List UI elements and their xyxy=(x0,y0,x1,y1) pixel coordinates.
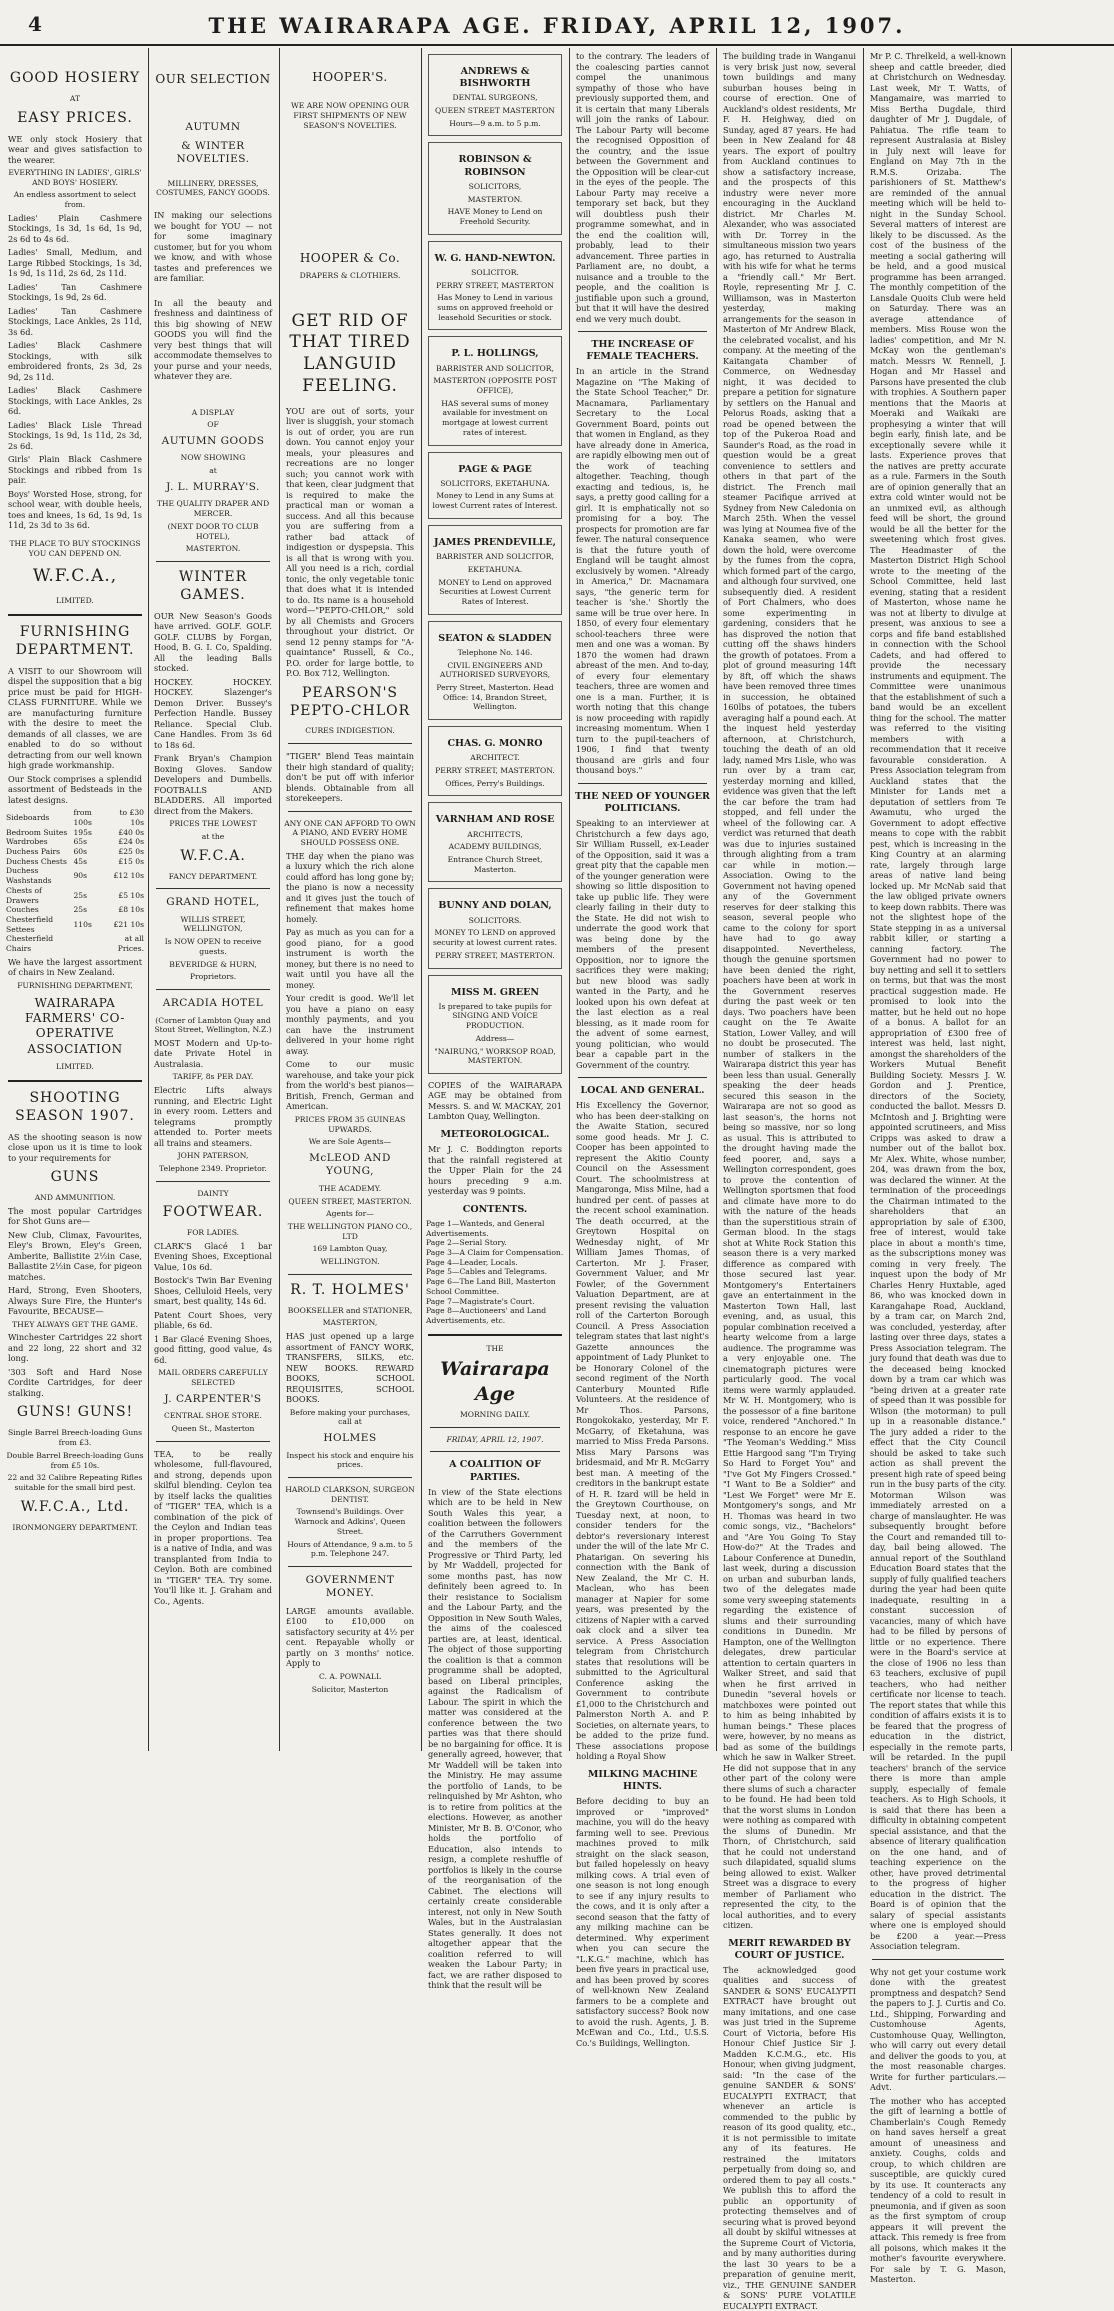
table-row xyxy=(6,934,144,953)
hosiery-prices: EASY PRICES. xyxy=(17,109,133,126)
boxing-body: Frank Bryan's Champion Boxing Gloves. Sandow Developers and Dumbells. FOOTBALLS AND BLADDERS. All imported direct from the Makers. xyxy=(154,753,272,816)
professional-ad xyxy=(428,241,562,331)
ad-line: BARRISTER AND SOLICITOR, xyxy=(436,363,554,373)
queen-street: QUEEN STREET, MASTERTON. xyxy=(288,1196,412,1206)
list-item: Page 2—Serial Story. xyxy=(426,1238,507,1248)
before-purchase: Before making your purchases, call at xyxy=(289,1407,411,1427)
table-cell: Chests of Drawers xyxy=(6,885,42,905)
table-cell: 65s xyxy=(73,837,88,847)
table-row xyxy=(6,905,144,915)
guns-guns-heading: GUNS! GUNS! xyxy=(16,1404,134,1421)
hoopers-opening: WE ARE NOW OPENING OUR FIRST SHIPMENTS OF NEW SEASON'S NOVELTIES. xyxy=(291,101,409,130)
leader-heading: A COALITION OF PARTIES. xyxy=(449,1459,541,1483)
table-cell: £8 10s xyxy=(118,905,144,915)
table-cell: 195s xyxy=(73,827,92,837)
wfca-full-limited: LIMITED. xyxy=(56,1062,94,1072)
leader-continued: to the contrary. The leaders of the coalescing parties cannot compel the unanimous sympathy of those who have previously supported them, and it is certain that many Liberals will join the ranks of Labour. The Labour Party will become the recognised Opposition of the country, and the issue between the Government and the Opposition will be clear-cut in the eyes of the people. The Labour Party may receive a temporary set back, but they will doubtless push their programme somewhat, and in the end the coalition will, probably, lead to their advancement. Three parties in Parliament are, no doubt, a nuisance and a trouble to the people, and the coalition is justifiable upon such a ground, but that it will have the desired end we very much doubt. xyxy=(576,51,709,324)
footwear: FOOTWEAR. xyxy=(162,1204,264,1221)
shoes-item: Bostock's Twin Bar Evening Shoes, Celluloid Heels, very smart, best quality, 14s 6d. xyxy=(154,1275,272,1307)
ad-line: EKETAHUNA. xyxy=(467,564,523,574)
ad-line: PERRY STREET, MASTERTON. xyxy=(435,950,555,960)
table-cell: Duchess Pairs xyxy=(6,847,61,856)
shoes-item: CLARK'S Glacé 1 bar Evening Shoes, Exceptional Value, 10s 6d. xyxy=(154,1240,272,1272)
ad-name: PAGE & PAGE xyxy=(458,463,532,475)
table-cell: Duchess Washstands xyxy=(6,866,52,886)
for-ladies: FOR LADIES. xyxy=(186,1228,240,1238)
meteorological-body: Mr J. C. Boddington reports that the rainfall registered at the Upper Plain for the 24 hours preceding 9 a.m. yesterday was 9 points. xyxy=(428,1144,562,1197)
teachers-body: In an article in the Strand Magazine on "The Making of the State School Teacher," Dr. Macnamara, Parliamentary Secretary to the Local Government Board, points out that women in England, as they have already done in America, are rapidly elbowing men out of the work of teaching altogether. Teaching, though exacting and tedious, is, he says, a pretty good calling for a girl. It is emphatically not so promising for a boy. The prospects for promotion are far fewer. The natural consequence is that the future youth of England will be taught almost exclusively by women. "Already in America," Dr. Macnamara says, "the generic term for teacher is 'she.' Shortly the same will be true over here. In 1850, of every four elementary school-teachers three were men and one was a woman. By 1870 the women had drawn abreast of the men. And to-day, of every four elementary teachers, three are women and one is a man. Further, it is worth noting that this change is now proceeding with rapidly increasing momentum. When I turn to the pupil-teachers of 1906, I find that twenty thousand are girls and four thousand boys." xyxy=(576,366,709,776)
hosiery-item: Ladies' Plain Cashmere Stockings, 1s 3d, 1s 6d, 1s 9d, 2s 6d to 4s 6d. xyxy=(8,212,142,244)
ad-line: BARRISTER AND SOLICITOR, xyxy=(436,552,554,562)
holmes-masterton: MASTERTON, xyxy=(322,1318,378,1328)
at-line: at xyxy=(209,466,217,476)
furnishing-body: A VISIT to our Showroom will dispel the supposition that a big price must be paid for HIGH-CLASS FURNITURE. While we are manufacturing furniture with the desire to meet the demands of all classes, we are enabled to do so without detracting from our well known high grade workmanship. xyxy=(8,665,142,771)
ad-name: MISS M. GREEN xyxy=(450,986,540,998)
ad-line: SOLICITORS, EKETAHUNA. xyxy=(440,478,550,488)
ad-line: ARCHITECT. xyxy=(470,753,520,763)
hoopers-heading: HOOPER'S. xyxy=(312,70,388,84)
ad-line: PERRY STREET, MASTERTON. xyxy=(435,766,555,775)
milking-body: Before deciding to buy an improved or "improved" machine, you will do the heavy farming well to see. Previous machines proved to milk straight on the slack season, but failed hopelessly on heavy milking cows. A trial even of one season is not long enough to see if any injury results to the cows, and it is only after a second season that the fatty of any milking machine can be determined. Why experiment when you can secure the "L.K.G." machine, which has been five years in practical use, and has been proved by scores of well-known New Zealand farmers to be a complete and satisfactory success? Book now to avoid the rush. Agents, J. B. McEwan and Co., Ltd., U.S.S. Co.'s Buildings, Wellington. xyxy=(576,1796,709,2048)
inspect-stock: Inspect his stock and enquire his prices. xyxy=(286,1450,414,1470)
carpenter: J. CARPENTER'S xyxy=(164,1392,262,1405)
list-item: Page 6—The Land Bill, Masterton School Committee. xyxy=(426,1277,556,1296)
fancy-dept: FANCY DEPARTMENT. xyxy=(168,871,258,881)
ad-line: Address— xyxy=(475,1033,515,1043)
piano-pay: Pay as much as you can for a good piano, for a good instrument is worth the money, but there is no need to wait until you have all the money. xyxy=(286,927,414,990)
merit-body: The acknowledged good qualities and success of SANDER & SONS' EUCALYPTI EXTRACT have brought out many imitations, and one case was just tried in the Supreme Court of Victoria, before His Honour Chief Justice Sir J. Madden K.C.M.G., etc. His Honour, when giving judgment, said: "In the case of the genuine SANDER & SONS' EUCALYPTI EXTRACT, that whenever an article is commended to the public by reason of its good quality, etc., it is not permissible to imitate any of its features. He restrained the imitators perpetually from doing so, and ordered them to pay all costs." We publish this to afford the public an opportunity of protecting themselves and of securing what is proved beyond all doubt by skilful witnesses at the Supreme Court of Victoria, and by many authorities during the last 30 years to be a preparation of genuine merit, viz., THE GENUINE SANDER & SONS' PURE VOLATILE EUCALYPTI EXTRACT. xyxy=(723,1964,856,2311)
local-continued: The building trade in Wanganui is very brisk just now, several town buildings and many suburban houses being in course of erection. One of Auckland's oldest residents, Mr F. H. Heighway, died on Sunday, aged 87 years. He had been in New Zealand for 48 years. The export of poultry from Auckland continues to show a satisfactory increase, and the prospects of this industry were never more encouraging in the Auckland district. Mr Charles M. Alexander, who was associated with Dr. Torrey in the simultaneous mission two years ago, has returned to Australia with his wife for what he terms a "friendly call." Mr Bert. Royle, representing Mr J. C. Williamson, was in Masterton yesterday, making arrangements for the season in Masterton of Mr Andrew Black, the celebrated vocalist, and his company. At the meeting of the Kaitangata Chamber of Commerce, on Wednesday night, it was decided to prepare a petition for signature by settlers on the Hanual and Pelorus Roads, asking that a road be opened between the top of the Pukeroa Road and Saunder's Road, as the road in question would be a great convenience to settlers and others in that part of the district. The French mail steamer Pacifique arrived at Sydney from New Caledonia on March 25th. When the vessel was lying at Noumea five of the Kanaka seamen, who were down the hold, were overcome by the fumes from the copra, which formed part of the cargo, and although four survived, one subsequently died. A resident of Port Chalmers, who does some experimenting in gardening, considers that he has disproved the notion that cutting off the shaws hinders the growth of potatoes. From a plot of ground measuring 14ft by 8ft, off which the shaws have been removed three times in succession, he obtained 160lbs of potatoes, the tubers averaging half a pound each. At the inquest held yesterday afternoon, at Christchurch, touching the death of an old lady, named Mrs Lisle, who was run over by a tram car, yesterday morning and killed, evidence was given that the left the car before the tram had stopped, and fell under the wheel of the following car. A verdict was returned that death was due to injuries sustained through alighting from a tram car while in motion.—Association. Owing to the Government not having opened any of the Government reserves for deer stalking this season, several people who came to the colony for sport have had to go away disappointed. Nevertheless, though the genuine sportsmen have been denied the right, poachers have been at work in the Government reserves during the past week or ten days. Two poachers have been caught on the Te Awaite Station, Lower Valley, and will no doubt be prosecuted. The number of stalkers in the Wairarapa district this year has been less than usual. Generally speaking the deer heads secured this season in the Wairarapa are not so good as last season's, the horns not being so massive, nor so long as usual. This is attributed to the drought having made the feed poorer, and, says a Wellington correspondent, goes to prove the contention of Wellington sportsmen that food and climate have more to do with the nature of the heads than the superstitious strain of German blood. In the stags shot at White Rock Station this season there is a very marked difference as compared with those secured last year. Montgomery's Entertainers gave an entertainment in the Masterton Town Hall, last evening, and, as usual, this popular combination received a hearty welcome from a large audience. The programme was a very enjoyable one. The cinematograph pictures were particularly good. The vocal items were warmly applauded. Mr W. H. Montgomery, who is the possessor of a fine baritone voice, rendered "Anchored." In response to an encore he gave "The Yeoman's Wedding." Miss Ettie Hargood sang "I'm Trying So Hard to Forget You" and "I've Got My Fingers Crossed." "I Want to Be a Soldier" and "Lest We Forget" were Mr E. Montgomery's songs, and Mr H. Thomas was heard in two comic songs, viz., "Bachelors" and "Are You Going To Stay How-do?" At the Trades and Labour Conference at Dunedin, last week, during a discussion on urban and suburban lands, two of the delegates made some very sweeping statements regarding the existence of slums and their surrounding conditions in Dunedin. Mr Hampton, one of the Wellington delegates, drew particular attention to certain quarters in Walker Street, and said that when he first arrived in Dunedin "several hovels or matchboxes were pointed out to him as being inhabited by human beings." These places were, however, by no means as bad as some of the buildings which he saw in Walker Street. He did not suppose that in any other part of the colony were there slums of such a character to be found. He had been told that the worst slums in London were nothing as compared with the slums of Dunedin. Mr Thorn, of Christchurch, said that he could not understand such dilapidated, squalid slums being allowed to exist. Walker Street was a disgrace to every member of Parliament who represented the city, to the local authorities, and to every citizen. xyxy=(723,51,856,1930)
table-cell: Sideboards xyxy=(6,812,50,822)
tired-body: YOU are out of sorts, your liver is sluggish, your stomach is out of order, you are run down. You cannot enjoy your meals, your pleasures and recreations are no longer such; you cannot work with that keen, clear judgment that is required to make the practical man or woman a success. And all this because you are suffering from a rather bad attack of indigestion or dyspepsia. This is all that is wrong with you. All you need is a rich, cordial tonic, the only vegetable tonic that does what it is intended to do. Its name is a household word—"PEPTO-CHLOR," sold by all Chemists and Grocers throughout your district. Or send 12 penny stamps for "A-quaintance" Russell, & Co., P.O. order for large bottle, to P.O. Box 712, Wellington. xyxy=(286,405,414,679)
winter-novelties: & WINTER NOVELTIES. xyxy=(176,139,250,166)
arcadia-body: MOST Modern and Up-to-date Private Hotel in Australasia. xyxy=(154,1037,272,1069)
fabrics-list: MILLINERY, DRESSES, COSTUMES, FANCY GOODS. xyxy=(156,178,270,198)
shooting-title: SHOOTING SEASON 1907. xyxy=(15,1089,135,1124)
ad-line: ARCHITECTS, xyxy=(467,829,523,839)
meteorological-heading: METEOROLOGICAL. xyxy=(440,1128,550,1140)
divider xyxy=(156,989,270,990)
ad-line: Perry Street, Masterton. Head Office: 14, Brandon Street, Wellington. xyxy=(436,682,554,712)
next-door: (NEXT DOOR TO CLUB HOTEL), xyxy=(167,521,259,541)
table-cell: £5 10s xyxy=(118,890,144,900)
table-cell: £12 10s xyxy=(113,871,144,881)
drapers: DRAPERS & CLOTHIERS. xyxy=(299,270,401,280)
leader-body: In view of the State elections which are to be held in New South Wales this year, a coalition between the followers of the Carruthers Government and the members of the Progressive or Third Party, led by Mr Waddell, projected for some months past, has now definitely been agreed to. In their resistance to Socialism and the Labour Party, and the Opposition in New South Wales, the aims of the coalesced parties are, at least, identical. The object of those supporting the coalition is that a common programme shall be adopted, based on Liberal principles, against the Radicalism of Labour. The spirit in which the matter was considered at the conference between the two parties was that there should be no bargaining for office. It is generally agreed, however, that Mr Waddell will be taken into the Ministry. He may assume the portfolio of Lands, to be relinquished by Mr Ashton, who is to retire from politics at the elections. However, as another Minister, Mr B. B. O'Conor, who holds the portfolio of Education, also intends to resign, a complete reshuffle of portfolios is likely in the course of the reorganisation of the Cabinet. The elections will certainly create considerable interest, not only in New South Wales, but in the Australasian States generally. It does not altogether appear that the coalition referred to will weaken the Labour Party; in fact, we are rather disposed to think that the result will be xyxy=(428,1486,562,1991)
ammo-heading: AND AMMUNITION. xyxy=(34,1193,116,1202)
costume-tip: Why not get your costume work done with the greatest promptness and despatch? Send the papers to J. J. Curtis and Co. Ltd., Shipping, Forwarding and Customhouse Agents, Customhouse Quay, Wellington, who will carry out every detail and deliver the goods to you, at the most reasonable charges. Write for further particulars.—Advt. xyxy=(870,1966,1006,2092)
ad-name: W. G. HAND-NEWTON. xyxy=(434,252,556,264)
merit-heading: MERIT REWARDED BY COURT OF JUSTICE. xyxy=(728,1937,851,1961)
hosiery-item: Ladies' Tan Cashmere Stockings, Lace Ankles, 2s 11d, 3s 6d. xyxy=(8,305,142,337)
table-cell: from 100s xyxy=(73,808,92,827)
table-cell: 60s xyxy=(73,847,88,856)
table-cell: £21 10s xyxy=(113,919,144,929)
list-item: Page 5—Cables and Telegrams. xyxy=(426,1267,548,1277)
table-cell: 90s xyxy=(73,871,88,881)
divider xyxy=(430,1427,560,1428)
younger-body: Speaking to an interviewer at Christchurch a few days ago, Sir William Russell, ex-Leader of the Opposition, said it was a great pity that the capable men of the younger generation were showing so little disposition to take up public life. They were clearly failing in their duty to the State. He did not wish to underrate the good work that was being done by the members of the present Opposition, nor to ignore the sacrifices they were making; but new blood was sadly wanted in the Party, and he looked upon his own defeat at the last election as a real blessing, as it made room for the advent of some earnest, young politician, who would bear a capable part in the Government of the country. xyxy=(576,818,709,1070)
ad-line: SOLICITORS, xyxy=(468,181,522,191)
list-item: Page 4—Leader, Locals. xyxy=(426,1257,518,1267)
townsend: Townsend's Buildings. Over Warnock and Adkins', Queen Street. xyxy=(294,1507,406,1536)
ad-line: Is prepared to take pupils for SINGING AND VOICE PRODUCTION. xyxy=(438,1001,552,1031)
ad-name: ROBINSON & ROBINSON xyxy=(458,154,532,178)
contents-heading: CONTENTS. xyxy=(462,1203,528,1215)
hosiery-item: Ladies' Small, Medium, and Large Ribbed Stockings, 1s 3d, 1s 9d, 1s 11d, 2s 6d, 2s 11d. xyxy=(8,247,142,279)
paper-title: Wairarapa Age xyxy=(440,1358,550,1405)
ad-line: HAS several sums of money available for investment on mortgage at lowest current rates of interest. xyxy=(441,398,549,437)
wfca-name: W.F.C.A., xyxy=(32,566,118,587)
ad-line: Money to Lend in any Sums at lowest Current rates of Interest. xyxy=(432,491,558,511)
wfca-fancy: W.F.C.A. xyxy=(180,847,246,864)
table-row xyxy=(6,808,144,827)
column-6 xyxy=(721,48,858,2311)
solicitor-masterton: Solicitor, Masterton xyxy=(311,1684,389,1694)
milking-heading: MILKING MACHINE HINTS. xyxy=(587,1768,698,1792)
shooting-body: AS the shooting season is now close upon us it is time to look to your requirements for xyxy=(8,1131,142,1163)
cures: CURES INDIGESTION. xyxy=(305,726,395,736)
column-5 xyxy=(574,48,711,2048)
list-item: Page 3—A Claim for Compensation. xyxy=(426,1247,564,1257)
column-1 xyxy=(6,48,144,1751)
winter-games: WINTER GAMES. xyxy=(178,568,248,603)
local-body: His Excellency the Governor, who has been deer-stalking on the Awaite Station, secured some good heads. Mr J. C. Cooper has been appointed to represent the Akitio County Council on the Assessment Court. The schoolmistress at Mangaronga, Miss Milne, had a hundred per cent. of passes at the recent school examination. The death occurred, at the Greytown Hospital on Wednesday night, of Mr William James Thomas, of Carterton. Mr J. Fraser, Government Valuer, and Mr Fowler, of the Government Valuation Department, are at present revising the valuation roll of the Carterton Borough Council. A Press Association telegram states that last night's Gazette announces the appointment of Lady Plunket to be Honorary Colonel of the second regiment of the North Canterbury Mounted Rifle Volunteers. At the residence of Mr Thos. Parsons, Rongokokako, yesterday, Mr F. McGarry, of Eketahuna, was married to Miss Freda Parsons. Miss Mary Parsons was bridesmaid, and Mr R. McGarry best man. A meeting of the creditors in the bankrupt estate of H. R. Izard will be held in the Greytown Courthouse, on Tuesday next, at noon, to consider tenders for the debtor's reversionary interest under the will of the late Mr C. Phatarigan. On severing his connection with the Bank of New Zealand, the Mr C. H. Maclean, who has been manager at Napier for some years, was presented by the citizens of Napier with a carved oak clock and a silver tea service. A Press Association telegram from Christchurch states that resolutions will be submitted to the Agricultural Conference asking the Government to contribute £1,000 to the Christchurch and Palmerston North A. and P. Societies, on alternate years, to be added to the prize fund. These associations propose holding a Royal Show xyxy=(576,1100,709,1762)
grand-hotel: GRAND HOTEL, xyxy=(166,896,260,909)
teachers-heading: THE INCREASE OF FEMALE TEACHERS. xyxy=(586,339,699,363)
divider xyxy=(288,811,412,812)
furnishing-title: FURNISHING DEPARTMENT. xyxy=(15,623,135,658)
ad-name: CHAS. G. MONRO xyxy=(447,738,543,750)
table-cell: Chesterfield Settees xyxy=(6,915,54,934)
table-row xyxy=(6,847,144,857)
hosiery-intro: WE only stock Hosiery that wear and gives satisfaction to the wearer. xyxy=(8,133,142,165)
hosiery-item: Ladies' Black Lisle Thread Stockings, 1s 9d, 1s 11d, 2s 3d, 2s 6d. xyxy=(8,419,142,451)
ad-line: HAVE Money to Lend on Freehold Security. xyxy=(447,207,543,226)
divider xyxy=(578,783,707,784)
ad-name: JAMES PRENDEVILLE, xyxy=(434,536,556,548)
table-cell: Duchess Chests xyxy=(6,856,67,866)
hosiery-item: Ladies' Black Cashmere Stockings, with silk embroidered fronts, 2s 3d, 2s 9d, 2s 11d. xyxy=(8,340,142,382)
ad-line: SOLICITOR. xyxy=(471,267,519,277)
divider xyxy=(872,1959,1004,1960)
holmes-heading: R. T. HOLMES' xyxy=(290,1281,410,1298)
masthead xyxy=(0,0,1114,46)
murray-name: J. L. MURRAY'S. xyxy=(166,480,260,493)
ad-line: "NAIRUNG," WORKSOP ROAD, MASTERTON. xyxy=(434,1046,556,1066)
professional-ad xyxy=(428,54,562,136)
column-4 xyxy=(426,48,564,1991)
copies-notice: COPIES of the WAIRARAPA AGE may be obtained from Messrs. S. and W. MACKAY, 201 Lambton Quay, Wellington. xyxy=(428,1079,562,1122)
ironmongery: IRONMONGERY DEPARTMENT. xyxy=(12,1522,138,1532)
column-rule xyxy=(279,48,280,1751)
ad-name: ANDREWS & BISHWORTH xyxy=(459,66,531,90)
holmes-body: HAS just opened up a large assortment of FANCY WORK, TRANSFERS, SILKS, etc. NEW BOOKS. REWARD BOOKS, SCHOOL REQUISITES, SCHOOL BOOKS. xyxy=(286,1331,414,1405)
table-row xyxy=(6,866,144,885)
divider xyxy=(578,331,707,332)
professional-ad xyxy=(428,452,562,519)
government-money: GOVERNMENT MONEY. xyxy=(305,1574,395,1600)
loans-body: LARGE amounts available. £100 to £10,000 on satisfactory security at 4½ per cent. Repayable wholly or partly on 3 months' notice. Apply to xyxy=(286,1605,414,1669)
furnishing-dept: FURNISHING DEPARTMENT, xyxy=(17,980,133,990)
professional-ad xyxy=(428,888,562,968)
bookseller: BOOKSELLER and STATIONER, xyxy=(287,1305,413,1315)
professional-ad xyxy=(428,142,562,234)
list-item: Page 7—Magistrate's Court. xyxy=(426,1296,535,1306)
shoes-item: 1 Bar Glacé Evening Shoes, good fitting, good value, 4s 6d. xyxy=(154,1333,272,1365)
our-selection: OUR SELECTION xyxy=(155,72,271,86)
hosiery-title: GOOD HOSIERY xyxy=(9,70,141,86)
tiger-ad: "TIGER" Blend Teas maintain their high standard of quality; don't be put off with inferior blends. Obtainable from all storekeepers. xyxy=(286,751,414,804)
grand-location: WILLIS STREET, WELLINGTON, xyxy=(180,914,246,934)
column-3 xyxy=(284,48,416,1751)
holmes-name: HOLMES xyxy=(323,1432,377,1445)
professional-ad xyxy=(428,525,562,615)
divider xyxy=(288,1566,412,1567)
hockey-body: HOCKEY. HOCKEY. HOCKEY. Slazenger's Demon Driver. Bussey's Perfection Handle. Bussey Reliance. Special Club. Cane Handles. From 3s 6d to 18s 6d. xyxy=(154,676,272,750)
lambton-quay: 169 Lambton Quay, xyxy=(312,1244,388,1254)
rifles-line: 22 and 32 Calibre Repeating Rifles suitable for the small bird pest. xyxy=(7,1473,143,1492)
ad-line: Has Money to Lend in various sums on approved freehold or leasehold Securities or stock. xyxy=(437,293,553,322)
list-item: Page 8—Auctioneers' and Land Advertisements, etc. xyxy=(426,1306,547,1325)
wfca-ltd: W.F.C.A., Ltd. xyxy=(20,1498,130,1515)
hooper-co: HOOPER & Co. xyxy=(299,250,401,265)
stock-line: Our Stock comprises a splendid assortment of Bedsteads in the latest designs. xyxy=(8,773,142,805)
beauty-text: In all the beauty and freshness and daintiness of this big showing of NEW GOODS you will find the very best things that will accommodate themselves to your purse and your needs, whatever they are. xyxy=(154,297,272,382)
table-cell: Bedroom Suites xyxy=(6,827,68,837)
ad-name: VARNHAM AND ROSE xyxy=(435,814,555,826)
table-cell: £15 0s xyxy=(118,856,144,866)
table-cell: Wardrobes xyxy=(6,837,48,847)
divider xyxy=(430,1451,560,1452)
divider xyxy=(288,1274,412,1275)
pearsons-heading: PEARSON'S PEPTO-CHLOR xyxy=(289,684,411,719)
clarkson: HAROLD CLARKSON, SURGEON DENTIST. xyxy=(285,1485,415,1504)
hosiery-at: AT xyxy=(69,93,81,103)
hosiery-item: Ladies' Tan Cashmere Stockings, 1s 9d, 2s 6d. xyxy=(8,281,142,303)
agents-for: Agents for— xyxy=(326,1209,374,1219)
piano-co: THE WELLINGTON PIANO CO., LTD xyxy=(287,1221,413,1241)
winchester-line: Winchester Cartridges 22 short and 22 long, 22 short and 32 long. xyxy=(8,1332,142,1364)
ad-line: Telephone No. 146. xyxy=(457,647,533,657)
prices-lowest: PRICES THE LOWEST xyxy=(169,819,257,829)
page-number: 4 xyxy=(28,12,42,36)
column-rule xyxy=(716,48,717,1751)
ad-line: MONEY TO LEND on approved security at lowest current rates. xyxy=(433,928,557,948)
ad-line: ACADEMY BUILDINGS, xyxy=(448,842,542,852)
wellington: WELLINGTON. xyxy=(320,1257,380,1267)
stockings-line: THE PLACE TO BUY STOCKINGS YOU CAN DEPEND ON. xyxy=(9,538,141,558)
column-rule xyxy=(421,48,422,1751)
ad-line: Offices, Perry's Buildings. xyxy=(445,778,545,788)
divider xyxy=(8,614,142,616)
professional-ad xyxy=(428,336,562,445)
divider xyxy=(156,1181,270,1182)
shoes-item: Patent Court Shoes, very pliable, 6s 6d. xyxy=(154,1309,272,1331)
piano-body: THE day when the piano was a luxury which the rich alone could afford has long gone by; the piano is now a necessity and it gives just the touch of refinement that makes home homely. xyxy=(286,850,414,924)
table-cell: £25 0s xyxy=(118,847,144,856)
ad-line: DENTAL SURGEONS, xyxy=(452,93,538,103)
table-cell: to £30 10s xyxy=(119,808,144,827)
tariff: TARIFF, 8s PER DAY. xyxy=(172,1072,254,1082)
list-item: Page 1—Wanteds, and General Advertisements. xyxy=(426,1218,545,1238)
tea-ad: TEA, to be really wholesome, full-flavoured, and strong, depends upon skilful blending. Ceylon tea by itself lacks the qualities of "TIGER" TEA, which is a combination of the pick of the Ceylon and Indian teas in proper proportions. Tea is a native of India, and was transplanted from India to Ceylon. Both are combined in "TIGER" TEA. Try some. You'll like it. J. Graham and Co., Agents. xyxy=(154,1448,272,1606)
contents-list xyxy=(426,1219,564,1326)
dentist-hours: Hours of Attendance, 9 a.m. to 5 p.m. Telephone 247. xyxy=(287,1539,413,1559)
mother-ad: The mother who has accepted the gift of learning a bottle of Chamberlain's Cough Remedy on hand saves herself a great amount of uneasiness and anxiety. Coughs, colds and croup, to which children are susceptible, are quickly cured by its use. It counteracts any tendency of a cold to result in pneumonia, and if given as soon as the first symptom of croup appears it will prevent the attack. This remedy is free from all poisons, which makes it the mother's favourite everywhere. For sale by T. G. Mason, Masterton. xyxy=(870,2095,1006,2284)
soft-line: '303 Soft and Hard Nose Cordite Cartridges, for deer stalking. xyxy=(8,1366,142,1398)
divider xyxy=(428,1334,562,1336)
guns-heading: GUNS xyxy=(50,1169,100,1186)
local-heading: LOCAL AND GENERAL. xyxy=(580,1085,705,1097)
table-cell: 45s xyxy=(73,856,88,866)
local-continued: Mr P. C. Threlkeld, a well-known sheep and cattle breeder, died at Christchurch on Wednesday. Last week, Mr T. Watts, of Mangamaire, was married to Miss Bertha Dugdale, third daughter of Mr J. Dugdale, of Pahiatua. The rifle team to represent Australasia at Bisley in July next will leave for England on May 7th in the R.M.S. Orizaba. The parishioners of St. Matthew's are reminded of the annual meeting which will be held to-night in the Sunday School. Several matters of interest are likely to be discussed. As the cost of the business of the meeting a social gathering will be held, and a good musical programme has been arranged. The monthly competition of the Lansdale Quoits Club were held on Saturday. There was an average attendance of members. Miss Rouse won the ladies' competition, and Mr N. McKay won the gentleman's match. Messrs W. Rennell, J. Hogan and Mr Hassel and Parsons have presented the club with trophies. A Southern paper mentions that the Maoris at Moeraki and Waikaki are prophesying a winter that will begin early, finish late, and be exceptionally severe while it lasts. Experience proves that the natives are pretty accurate as a rule. Farmers in the South are of opinion generally that an extra cold winter would not be an unmixed evil, as although feed will be short, the ground would be all the better for the sweetening which frost gives. The Headmaster of the Masterton District High School wrote to the meeting of the School Committee, held last evening, stating that a resident of Masterton, whose name he was not at liberty to divulge at present, was anxious to see a corps and fife band established in connection with the School Cadets, and had offered to provide the necessary instruments and equipment. The Committee were unanimous that the establishment of such a band would be an excellent thing for the school. The matter was referred to the visiting members with a recommendation that it receive favourable consideration. A Press Association telegram from Auckland states that the Minister for Lands met a deputation of settlers from Te Awamutu, who urged the Government to adopt effective means to cope with the rabbit pest, which is increasing in the King Country at an alarming rate, largely through large areas of native land being locked up. Mr McNab said that the law obliged private owners to keep down rabbits. There was not the slightest hope of the State stepping in as a universal rabbit killer, or starting a canning factory. The Government had no power to buy netting and sell it to settlers on terms, but that was the most practical suggestion made. He promised to look into the matter, but he held out no hope of a bonus. A ballot for an appropriation of £300 free of interest was held, last night, amongst the shareholders of the Workers Mutual Benefit Building Society. Messrs J. W. Gordon and J. Prentice, directors of the Society, conducted the ballot. Messrs D. McIntosh and J. Brighting were appointed scrutineers, and Miss Cripps was asked to draw a number out of the ballot box. Mr Alex. White, whose number, 204, was drawn from the box, was declared the winner. At the termination of the proceedings the Chairman intimated to the shareholders that an appropriation by sale of £300, free of interest, would take place in about a month's time, as the subscriptions money was coming in very freely. The inquest upon the body of Mr Charles Henry Huxtable, aged 86, who was knocked down in Karangahape Road, Auckland, by a tram car, on March 2nd, was concluded, yesterday, after lasting over three days, states a Press Association telegram. The jury found that death was due to the deceased being knocked down by a tram car which was "being driven at a greater rate of speed than it was possible for Wilson (the motorman) to pull up in a reasonable distance." The jury added a rider to the effect that the City Council should be asked to take such action as shall prevent the present high rate of speed being run in the busy parts of the city. Motorman Wilson was immediately arrested on a charge of manslaughter. He was subsequently brought before the Court and remanded till to-day, bail being allowed. The annual report of the Southland Education Board states that the supply of fully qualified teachers during the year had been quite inadequate, resulting in a constant succession of vacancies, many of which have had to be filled by persons of little or no experience. There were in the Board's service at the close of 1906 no less than 63 teachers, exclusive of pupil teachers, who had neither certificate nor license to teach. The report states that while this condition of affairs exists it is to be feared that the progress of education in the district, especially in the remote parts, will be retarded. In the pupil teachers' branch of the service there is more than ample supply, especially of female teachers. As to High Schools, it is said that there has been a difficulty in obtaining competent special assistance, and that the absence of literary qualification on the one hand, and of teaching experience on the other, have proved detrimental to the progress of higher education in the district. The Board is of opinion that the salary of special assistants where one is employed should be £200 a year.—Press Association telegram. xyxy=(870,51,1006,1951)
tariff-body: Electric Lifts always running, and Electric Light in every room. Letters and telegrams promptly attended to. Porter meets all trains and steamers. xyxy=(154,1085,272,1148)
divider xyxy=(8,1080,142,1082)
divider xyxy=(156,1441,270,1442)
single-barrel: Single Barrel Breech-loading Guns from £3. xyxy=(7,1428,143,1448)
autumn-heading: AUTUMN xyxy=(185,121,241,134)
ad-name: P. L. HOLLINGS, xyxy=(451,348,539,360)
paper-date: FRIDAY, APRIL 12, 1907. xyxy=(446,1434,544,1444)
table-cell: 110s xyxy=(73,919,92,929)
wfca-full-name: WAIRARAPA FARMERS' CO-OPERATIVE ASSOCIATION xyxy=(25,995,125,1056)
table-row xyxy=(6,886,144,905)
ad-line: MASTERTON. xyxy=(467,194,523,204)
wfca-limited: LIMITED. xyxy=(56,596,94,606)
the-label: THE xyxy=(486,1343,504,1353)
always-line: THEY ALWAYS GET THE GAME. xyxy=(12,1319,138,1329)
making-text: IN making our selections we bought for YOU — not for some imaginary customer, but for you whom we know, and with whose tastes and preferences we are familiar. xyxy=(154,210,272,284)
divider xyxy=(288,1477,412,1478)
beveridge: BEVERIDGE & HURN, xyxy=(169,959,257,969)
pownall: C. A. POWNALL xyxy=(318,1671,382,1681)
ad-line: Entrance Church Street, Masterton. xyxy=(447,855,543,874)
ad-line: SOLICITORS. xyxy=(468,915,522,925)
mail-orders: MAIL ORDERS CAREFULLY SELECTED xyxy=(158,1368,268,1388)
professional-ad xyxy=(428,726,562,796)
table-cell: at all Prices. xyxy=(117,934,144,954)
table-row xyxy=(6,837,144,847)
hosiery-item: Ladies' Black Cashmere Stockings, with Lace Ankles, 2s 6d. xyxy=(8,385,142,417)
of-line: OF xyxy=(207,420,219,430)
popular-cartridges: The most popular Cartridges for Shot Guns are— xyxy=(8,1205,142,1227)
ad-line: MASTERTON (OPPOSITE POST OFFICE), xyxy=(433,376,557,395)
piano-credit: Your credit is good. We'll let you have a piano on easy monthly payments, and you can have the instrument delivered in your home right away. xyxy=(286,993,414,1056)
divider xyxy=(578,1077,707,1078)
hosiery-item: Girls' Plain Black Cashmere Stockings and ribbed from 1s pair. xyxy=(8,454,142,486)
divider xyxy=(288,743,412,744)
arcadia-telephone: Telephone 2349. Proprietor. xyxy=(159,1163,267,1173)
display-line: A DISPLAY xyxy=(191,407,235,417)
column-rule xyxy=(1011,48,1012,1751)
now-showing: NOW SHOWING xyxy=(180,453,246,463)
column-8 xyxy=(1016,48,1110,1751)
hosiery-assortment: An endless assortment to select from. xyxy=(13,190,137,210)
proprietor-name: JOHN PATERSON, xyxy=(177,1151,249,1161)
column-rule xyxy=(863,48,864,1751)
table-cell: £40 0s xyxy=(118,827,144,837)
professional-ad xyxy=(428,621,562,720)
column-7 xyxy=(868,48,1008,2284)
sole-agents: We are Sole Agents— xyxy=(308,1137,392,1147)
largest-line: We have the largest assortment of chairs in New Zealand. xyxy=(8,956,142,978)
double-barrel: Double Barrel Breech-loading Guns from £5 10s. xyxy=(6,1450,144,1470)
ad-name: SEATON & SLADDEN xyxy=(438,632,552,644)
hosiery-item: Boys' Worsted Hose, strong, for school wear, with double heels, toes and knees, 1s 6d, 1s 9d, 1s 11d, 2s 3d to 3s 6d. xyxy=(8,488,142,531)
divider xyxy=(156,561,270,562)
ad-line: Hours—9 a.m. to 5 p.m. xyxy=(449,118,541,128)
central-shoe-store: CENTRAL SHOE STORE. xyxy=(164,1411,262,1421)
furniture-table xyxy=(6,808,144,954)
anyone-afford: ANY ONE CAN AFFORD TO OWN A PIANO, AND EVERY HOME SHOULD POSSESS ONE. xyxy=(284,818,416,848)
ad-line: MONEY to Lend on approved Securities at Lowest Current Rates of Interest. xyxy=(438,577,552,606)
professional-ad xyxy=(428,802,562,882)
mcleod-young: McLEOD AND YOUNG, xyxy=(309,1151,391,1178)
at-the: at the xyxy=(201,831,225,841)
academy: THE ACADEMY. xyxy=(318,1183,382,1193)
carpenter-address: Queen St., Masterton xyxy=(171,1424,255,1434)
younger-heading: THE NEED OF YOUNGER POLITICIANS. xyxy=(575,790,710,814)
masthead-title: THE WAIRARAPA AGE. FRIDAY, APRIL 12, 1907. xyxy=(208,13,906,38)
get-rid-heading: GET RID OF THAT TIRED LANGUID FEELING. xyxy=(289,310,411,396)
table-cell: Chesterfield Chairs xyxy=(6,934,54,954)
hosiery-everything: EVERYTHING IN LADIES', GIRLS' AND BOYS' HOSIERY. xyxy=(8,168,142,187)
morning-daily: MORNING DAILY. xyxy=(459,1410,531,1420)
hard-strong: Hard, Strong, Even Shooters, Always Sure Fire, the Hunter's Favourite, BECAUSE— xyxy=(8,1285,142,1317)
ad-line: CIVIL ENGINEERS AND AUTHORISED SURVEYORS, xyxy=(439,660,551,680)
dainty: DAINTY xyxy=(197,1188,229,1198)
ad-name: BUNNY AND DOLAN, xyxy=(438,900,552,912)
arcadia-location: (Corner of Lambton Quay and Stout Street, Wellington, N.Z.) xyxy=(154,1015,272,1035)
column-2 xyxy=(152,48,274,1751)
cartridges-list: New Club, Climax, Favourites, Eley's Brown, Eley's Green, Amberite, Ballistite 2½in Case, Ballastite 2½in Case, for pigeon matches. xyxy=(8,1229,142,1282)
table-cell: 25s xyxy=(73,890,88,900)
professional-ad xyxy=(428,975,562,1074)
autumn-goods: AUTUMN GOODS xyxy=(161,435,265,448)
column-rule xyxy=(148,48,149,1751)
table-row xyxy=(6,828,144,838)
table-cell xyxy=(73,934,104,953)
grand-open: Is NOW OPEN to receive guests. xyxy=(164,937,262,956)
table-cell: £24 0s xyxy=(118,837,144,847)
quality-line: THE QUALITY DRAPER AND MERCER. xyxy=(156,499,270,519)
table-row xyxy=(6,915,144,934)
arcadia-hotel: ARCADIA HOTEL xyxy=(162,997,264,1010)
piano-come: Come to our music warehouse, and take your pick from the world's best pianos—British, French, German and American. xyxy=(286,1059,414,1112)
proprietors: Proprietors. xyxy=(189,972,237,982)
piano-prices: PRICES FROM 35 GUINEAS UPWARDS. xyxy=(294,1114,406,1134)
table-cell: 25s xyxy=(73,905,88,915)
divider xyxy=(156,888,270,889)
murray-masterton: MASTERTON. xyxy=(185,544,241,554)
games-body: OUR New Season's Goods have arrived. GOLF. GOLF. GOLF. CLUBS by Forgan, Hood, B. G. I. Co, Spalding. All the leading Balls stocked. xyxy=(154,610,272,674)
column-rule xyxy=(569,48,570,1751)
table-row xyxy=(6,857,144,867)
table-cell: Couches xyxy=(6,905,39,915)
ad-line: PERRY STREET, MASTERTON xyxy=(436,280,554,290)
ad-line: QUEEN STREET MASTERTON xyxy=(435,106,555,116)
